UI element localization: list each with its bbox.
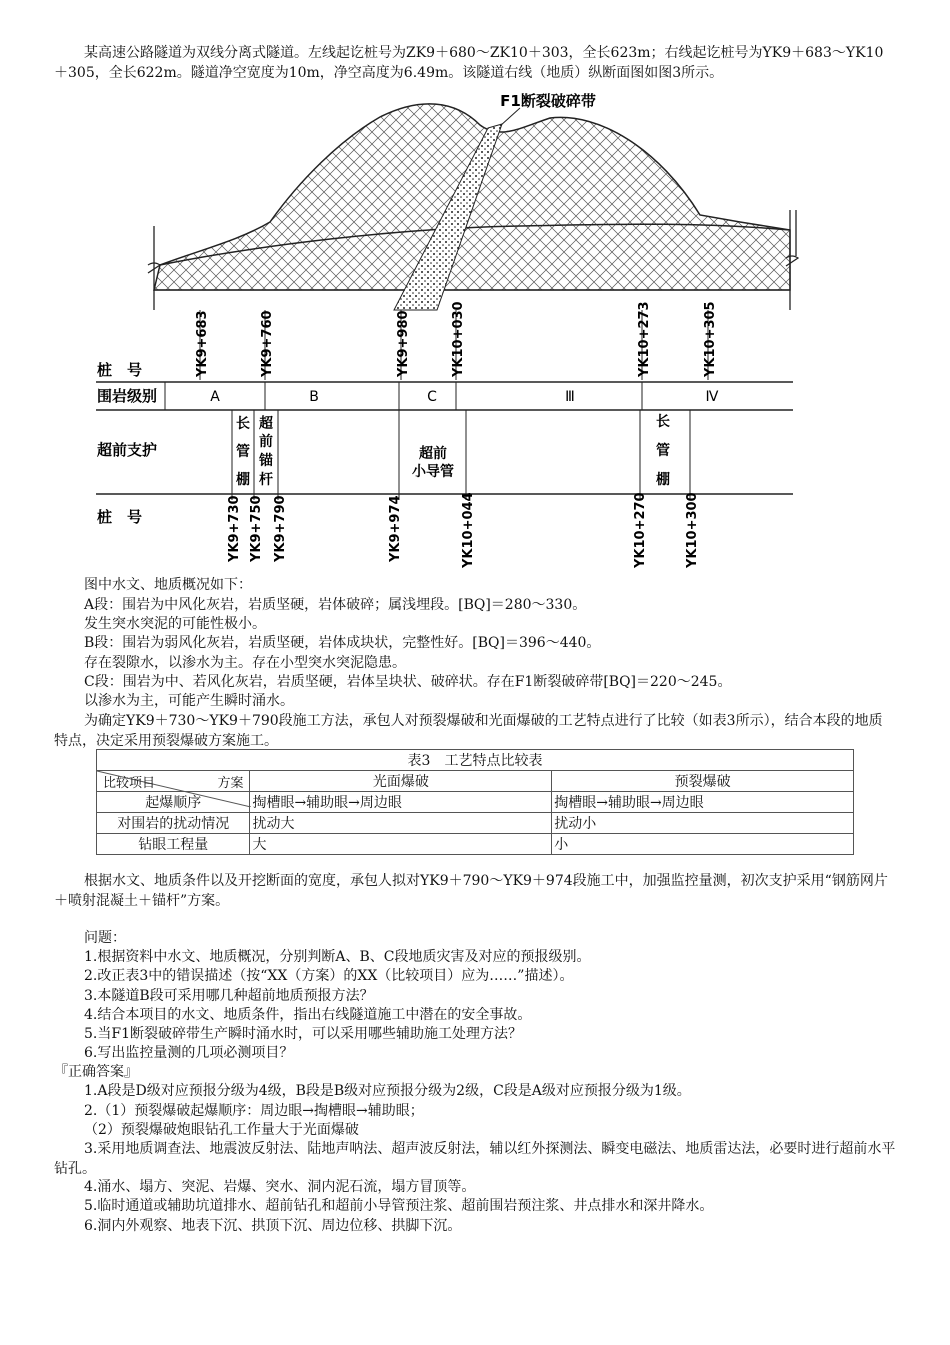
overview-c2: 以渗水为主，可能产生瞬时涌水。 [84, 693, 294, 709]
support-pipe-roof-1: 棚 [236, 472, 250, 488]
questions-title: 问题： [84, 930, 126, 946]
overview-b1: B段：围岩为弱风化灰岩，岩质坚硬，岩体成块状，完整性好。[BQ]＝396～440。 [84, 635, 601, 651]
column-header: 预裂爆破 [552, 771, 854, 792]
overview-a2: 发生突水突泥的可能性极小。 [84, 616, 266, 632]
upper-station-labels [195, 301, 718, 378]
cell: 扰动小 [552, 813, 854, 834]
overview-title: 图中水文、地质概况如下： [84, 577, 252, 593]
station-label: YK10+270 [633, 492, 648, 568]
question-2: 2.改正表3中的错误描述（按“XX（方案）的XX（比较项目）应为……”描述）。 [84, 968, 574, 984]
cell: 掏槽眼→辅助眼→周边眼 [250, 792, 552, 813]
overview-a1: A段：围岩为中风化灰岩，岩质坚硬，岩体破碎；属浅埋段。[BQ]＝280～330。 [84, 597, 587, 613]
question-5: 5.当F1断裂破碎带生产瞬时涌水时，可以采用哪些辅助施工处理方法？ [84, 1026, 522, 1042]
support-anchor: 前 [259, 434, 273, 450]
support-anchor: 超 [259, 416, 273, 432]
row-item: 起爆顺序 [97, 792, 250, 813]
answer-4: 4.涌水、塌方、突泥、岩爆、突水、洞内泥石流，塌方冒顶等。 [84, 1179, 476, 1195]
support-pipe-roof-1: 管 [236, 444, 250, 460]
answer-5: 5.临时通道或辅助坑道排水、超前钻孔和超前小导管预注浆、超前围岩预注浆、井点排水和深井降水。 [84, 1198, 714, 1214]
intro-paragraph: 某高速公路隧道为双线分离式隧道。左线起讫桩号为ZK9＋680～ZK10＋303，全长623m；右线起讫桩号为YK9＋683～YK10＋305，全长622m。隧道净空宽度为10m，净空高度为6.49m。该隧道右线（地质）纵断面图如图3所示。 [54, 45, 884, 81]
table-corner-cell [97, 771, 250, 792]
station-label: YK9+730 [227, 495, 242, 562]
support-values [236, 413, 670, 488]
rock-class: A [210, 389, 220, 405]
rock-class: C [427, 389, 437, 405]
station-label: YK9+790 [273, 495, 288, 562]
support-pipe-roof-2: 长 [656, 414, 670, 430]
answer-2-2: （2）预裂爆破炮眼钻孔工作量大于光面爆破 [84, 1122, 359, 1138]
rock-class: B [309, 389, 319, 405]
lower-station-labels [227, 492, 700, 569]
cell: 大 [250, 834, 552, 855]
support-pipe-roof-1: 长 [236, 416, 250, 432]
support-small-pipe: 小导管 [412, 464, 454, 480]
comparison-table [96, 749, 854, 855]
support-pipe-roof-2: 管 [656, 443, 670, 459]
paragraph-2: 为确定YK9＋730～YK9＋790段施工方法，承包人对预裂爆破和光面爆破的工艺特点进行了比较（如表3所示），结合本段的地质特点，决定采用预裂爆破方案施工。 [54, 713, 883, 749]
rock-class: Ⅳ [705, 389, 719, 405]
rock-class: Ⅲ [565, 389, 575, 405]
station-label: YK10+300 [685, 492, 700, 568]
row-labels [97, 361, 157, 526]
geology-section-figure [0, 0, 950, 580]
overview-b2: 存在裂隙水，以渗水为主。存在小型突水突泥隐患。 [84, 655, 406, 671]
cell: 小 [552, 834, 854, 855]
support-pipe-roof-2: 棚 [656, 472, 670, 488]
station-label: YK10+044 [461, 492, 476, 568]
station-label: YK10+305 [703, 301, 718, 377]
answer-1: 1.A段是D级对应预报分级为4级，B段是B级对应预报分级为2级，C段是A级对应预报分级为1级。 [84, 1083, 691, 1099]
cell: 掏槽眼→辅助眼→周边眼 [552, 792, 854, 813]
question-6: 6.写出监控量测的几项必测项目？ [84, 1045, 294, 1061]
station-label: YK9+750 [249, 495, 264, 562]
answer-3: 3.采用地质调查法、地震波反射法、陆地声呐法、超声波反射法，辅以红外探测法、瞬变电磁法、地质雷达法，必要时进行超前水平钻孔。 [54, 1141, 896, 1177]
row-item: 钻眼工程量 [97, 834, 250, 855]
support-anchor: 锚 [259, 453, 273, 469]
row-label-station-2: 桩 号 [97, 508, 143, 526]
table-row [97, 813, 854, 834]
paragraph-3: 根据水文、地质条件以及开挖断面的宽度，承包人拟对YK9＋790～YK9＋974段施工中，加强监控量测，初次支护采用“钢筋网片＋喷射混凝土＋锚杆”方案。 [54, 873, 888, 909]
station-label: YK9+980 [396, 310, 411, 377]
overview-c1: C段：围岩为中、若风化灰岩，岩质坚硬，岩体呈块状、破碎状。存在F1断裂破碎带[BQ]＝220～245。 [84, 674, 732, 690]
answers-title: 『正确答案』 [54, 1064, 138, 1080]
corner-top: 方案 [217, 776, 244, 791]
support-anchor: 杆 [259, 472, 273, 488]
station-label: YK10+030 [451, 301, 466, 377]
station-label: YK9+974 [388, 495, 403, 562]
station-label: YK10+273 [637, 301, 652, 377]
question-3: 3.本隧道B段可采用哪几种超前地质预报方法？ [84, 988, 374, 1004]
answer-6: 6.洞内外观察、地表下沉、拱顶下沉、周边位移、拱脚下沉。 [84, 1218, 462, 1234]
row-label-station: 桩 号 [97, 361, 143, 379]
question-1: 1.根据资料中水文、地质概况，分别判断A、B、C段地质灾害及对应的预报级别。 [84, 949, 591, 965]
answer-2-1: 2.（1）预裂爆破起爆顺序：周边眼→掏槽眼→辅助眼； [84, 1103, 424, 1119]
row-item: 对围岩的扰动情况 [97, 813, 250, 834]
table-caption: 表3 工艺特点比较表 [97, 750, 854, 771]
table-row [97, 834, 854, 855]
row-label-rock-class: 围岩级别 [97, 387, 158, 405]
station-label: YK9+760 [260, 310, 275, 377]
question-4: 4.结合本项目的水文、地质条件，指出右线隧道施工中潜在的安全事故。 [84, 1007, 532, 1023]
corner-bottom: 比较项目 [103, 776, 156, 791]
row-label-support: 超前支护 [97, 441, 158, 459]
support-small-pipe: 超前 [419, 446, 447, 462]
fault-label: F1断裂破碎带 [500, 92, 596, 110]
cell: 扰动大 [250, 813, 552, 834]
column-header: 光面爆破 [250, 771, 552, 792]
station-label: YK9+683 [195, 310, 210, 377]
